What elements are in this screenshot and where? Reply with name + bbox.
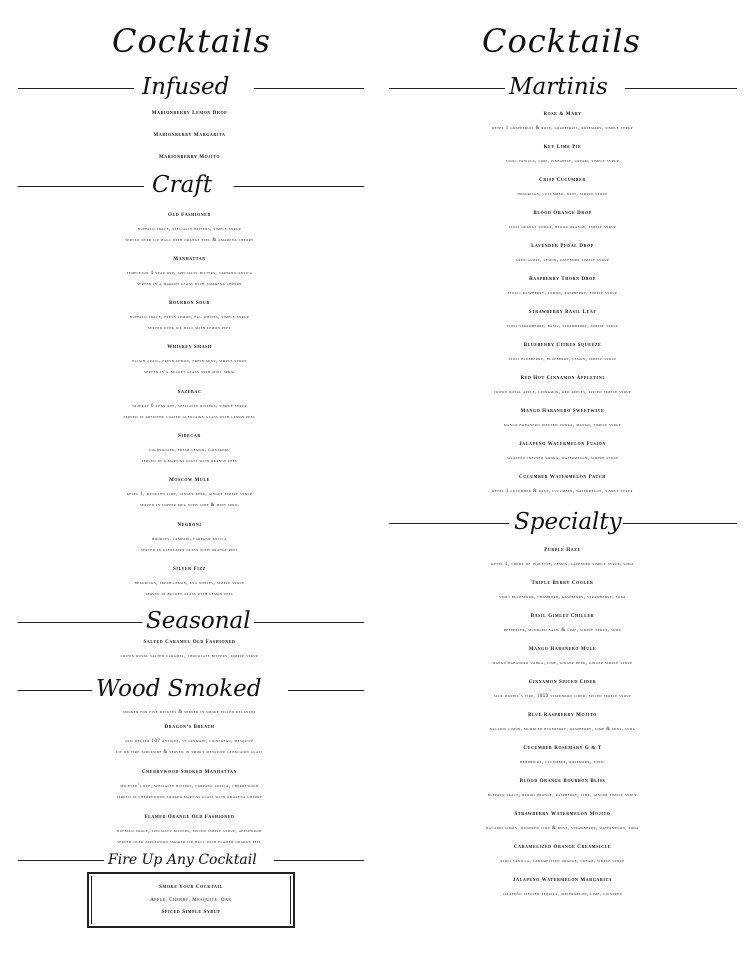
- item-name: Blue Raspberry Mojito: [528, 713, 597, 718]
- item-serving: served in a martini glass with orange peel: [141, 459, 238, 464]
- menu-item: [2, 385, 377, 423]
- menu-item: [2, 296, 377, 334]
- item-name: Marionberry Lemon Drop: [151, 111, 228, 116]
- section-label-craft: Craft: [152, 172, 213, 198]
- item-ingredients: ketel 1 grapefruit & rose, grapefruit, rosemary, simple syrup: [492, 126, 633, 131]
- item-serving: served in cherrywood smoked martini glass with amarena cherry: [116, 795, 263, 800]
- menu-item: [375, 272, 750, 299]
- box-syrup: Spiced Simple Syrup: [161, 910, 221, 915]
- item-ingredients: old weller 107 antique, st germain, cointreau, mesquite: [125, 739, 254, 744]
- section-header-seasonal: [2, 608, 377, 636]
- item-name: Whiskey Smash: [167, 345, 212, 350]
- item-ingredients: michter’s rye, specialty bitters, carpano antica, cherrywood: [120, 784, 259, 789]
- section-header-craft: [2, 172, 377, 200]
- item-ingredients: jalapeño infused vodka, watermelon, simple syrup: [506, 456, 619, 461]
- item-ingredients: courvoisier, fresh lemon, cointreau: [149, 448, 230, 453]
- item-ingredients: mango habanero infused vodka, mango, simple syrup: [503, 423, 622, 428]
- item-serving: served over applewood smoked ice ball with flamed orange peel: [117, 840, 262, 845]
- item-ingredients: elijah craig, fresh lemon, fresh mint, simple syrup: [132, 359, 247, 364]
- item-ingredients: mango habanero vodka, lime, ginger beer, ginger simple syrup: [492, 661, 633, 666]
- menu-item: [375, 173, 750, 200]
- section-header-martinis: [375, 74, 750, 102]
- item-name: Jalapeño Watermelon Fusion: [519, 442, 606, 447]
- menu-item: [375, 470, 750, 497]
- wood-smoked-intro: [2, 707, 377, 718]
- item-name: Mango Habanero Sweetwave: [520, 409, 605, 414]
- menu-item: [2, 765, 377, 803]
- menu-item: [375, 437, 750, 464]
- item-ingredients: hendricks, cucumber, rosemary, tonic: [520, 760, 605, 765]
- item-name: Blood Orange Bourbon Bliss: [519, 779, 606, 784]
- item-serving: served in a bucket glass with mint sprig: [144, 370, 235, 375]
- wood-smoked-intro-text: smoked for five minutes & served in smoke filled decanter: [123, 710, 256, 715]
- item-name: Sidecar: [178, 434, 201, 439]
- menu-item: [375, 239, 750, 266]
- menu-item: [375, 873, 750, 900]
- menu-item: [375, 107, 750, 134]
- item-name: Lavender Pedal Drop: [531, 244, 594, 249]
- menu-item: [2, 562, 377, 600]
- menu-item: [2, 720, 377, 758]
- item-serving: lit on fire tableside & served in smoky mesquite glencairn glass: [116, 750, 263, 755]
- item-name: Marionberry Mojito: [158, 155, 221, 160]
- item-name: Raspberry Thorn Drop: [529, 277, 596, 282]
- item-name: Basil Gimlet Chiller: [530, 614, 595, 619]
- item-serving: served in a martini glass with amarena cherry: [137, 282, 242, 287]
- menu-item: [375, 371, 750, 398]
- right-title: Cocktails: [482, 22, 641, 60]
- item-name: Blueberry Citrus Squeeze: [523, 343, 602, 348]
- menu-item: [375, 840, 750, 867]
- right-column: [375, 0, 750, 971]
- menu-item: [2, 635, 377, 662]
- item-name: Old Fashioned: [168, 213, 211, 218]
- item-serving: served over ice ball with lemon peel: [147, 326, 232, 331]
- item-ingredients: jalapeño infused tequila, watermelon, lime, cointreu: [502, 892, 623, 897]
- item-name: Mango Habanero Mule: [528, 647, 597, 652]
- item-ingredients: stoli blueberry, blueberry, lemon, simple syrup: [508, 357, 617, 362]
- menu-item: [375, 305, 750, 332]
- menu-item: [375, 576, 750, 603]
- section-label-infused: Infused: [142, 74, 230, 100]
- smoke-your-cocktail-box: [87, 872, 295, 928]
- item-ingredients: stolli raspberry, lemon, raspberry, simple syrup: [507, 291, 618, 296]
- box-title: Smoke Your Cocktail: [159, 885, 223, 890]
- section-header-wood-smoked: [2, 676, 377, 704]
- menu-item: [375, 807, 750, 834]
- item-name: Bourbon Sour: [168, 301, 210, 306]
- item-ingredients: buffalo trace, blood orange, raspberry, lime, ginger simple syrup: [487, 793, 638, 798]
- item-name: Sazerac: [177, 390, 202, 395]
- item-serving: served in bucket glass with lemon peel: [145, 592, 234, 597]
- item-name: Flamed Orange Old Fashioned: [144, 815, 235, 820]
- item-name: Triple Berry Cooler: [531, 581, 594, 586]
- section-label-martinis: Martinis: [509, 74, 608, 100]
- item-name: Marionberry Margarita: [153, 133, 226, 138]
- item-ingredients: boodles, campari, carpano antica: [152, 537, 227, 542]
- item-name: Purple Haze: [544, 548, 581, 553]
- menu-item: [2, 150, 377, 166]
- section-label-wood-smoked: Wood Smoked: [96, 676, 262, 702]
- item-serving: served over ice ball with orange peel & amarena cherry: [125, 238, 254, 243]
- item-ingredients: stoli orange vodka, blood orange, simple syrup: [508, 225, 617, 230]
- item-name: Strawberry Basil Leaf: [528, 310, 597, 315]
- item-name: Crisp Cucumber: [539, 178, 586, 183]
- item-name: Manhattan: [173, 257, 206, 262]
- section-label-specialty: Specialty: [514, 509, 622, 535]
- menu-item: [375, 338, 750, 365]
- menu-item: [2, 252, 377, 290]
- item-ingredients: bacardi limón, muddled blueberry, raspberry, lime & mint, soda: [489, 727, 636, 732]
- item-ingredients: sazerac 6 year rye, specialty bitters, simple syrup: [132, 404, 247, 409]
- item-name: Jalapeño Watermelon Margarita: [513, 878, 612, 883]
- menu-item: [375, 774, 750, 801]
- item-name: Strawberry Watermelon Mojito: [514, 812, 611, 817]
- left-column: [2, 0, 377, 971]
- section-label-fire-up: Fire Up Any Cocktail: [108, 852, 257, 868]
- item-ingredients: crown royal apple, cinnamon, red apples, spiced simple syrup: [493, 390, 632, 395]
- item-ingredients: buffalo trace, specialty bitters, spiced simple syrup, applewood: [117, 829, 262, 834]
- item-ingredients: stoli blueberry, chambord, raspberry, strawberry, soda: [499, 595, 626, 600]
- item-name: Caramelized Orange Creamsicle: [513, 845, 612, 850]
- menu-item: [375, 642, 750, 669]
- item-ingredients: hendricks, fresh lemon, egg whites, simple syrup: [134, 581, 245, 586]
- menu-item: [375, 675, 750, 702]
- menu-item: [2, 106, 377, 122]
- item-ingredients: buffalo trace, specialty bitters, simple syrup: [137, 227, 242, 232]
- item-ingredients: ketel 1, muddled lime, ginger beer, ginger simple syrup: [126, 492, 253, 497]
- item-name: Dragon’s Breath: [164, 725, 215, 730]
- item-name: Cinnamon Spiced Cider: [528, 680, 597, 685]
- item-ingredients: beefeater, muddled basil & lime, simple syrup, soda: [503, 628, 622, 633]
- item-ingredients: templeton 4 year rye, specialty bitters, carpano antica: [126, 271, 253, 276]
- menu-item: [2, 518, 377, 556]
- item-name: Rose & Mary: [543, 112, 582, 117]
- menu-item: [375, 708, 750, 735]
- section-header-specialty: [375, 509, 750, 537]
- menu-item: [375, 543, 750, 570]
- item-name: Cucumber Rosemary G & T: [523, 746, 602, 751]
- item-serving: served in absinthe coated glencairn glass with lemon peel: [123, 415, 256, 420]
- section-label-seasonal: Seasonal: [146, 608, 251, 634]
- section-header-fire-up: [2, 850, 377, 870]
- menu-item: [2, 128, 377, 144]
- menu-item: [375, 206, 750, 233]
- left-title: Cocktails: [112, 22, 271, 60]
- item-serving: served in copper mug with lime & mint sprig: [139, 503, 240, 508]
- item-ingredients: hendricks, cucumber, mint, simple syrup: [517, 192, 608, 197]
- item-ingredients: stoli vanilla, caramelized orange, cream, simple syrup: [500, 859, 625, 864]
- item-name: Salted Caramel Old Fashioned: [143, 640, 236, 645]
- menu-item: [375, 404, 750, 431]
- menu-item: [2, 473, 377, 511]
- item-ingredients: jack daniel’s fire, 1859 statehood cider, spiced simple syrup: [493, 694, 632, 699]
- menu-item: [2, 429, 377, 467]
- menu-item: [2, 810, 377, 848]
- menu-item: [2, 340, 377, 378]
- item-ingredients: buffalo trace, fresh lemon, egg whites, simple syrup: [129, 315, 250, 320]
- menu-item: [375, 140, 750, 167]
- menu-item: [375, 741, 750, 768]
- item-serving: served in glencairn glass with orange peel: [140, 548, 239, 553]
- item-ingredients: bacardi limón, muddled lime & mint, strawberry, watermelon, soda: [486, 826, 639, 831]
- menu-item: [375, 609, 750, 636]
- item-ingredients: grey goose, lemon, lavender simple syrup: [515, 258, 610, 263]
- item-ingredients: ketel 1 cucumber & mint, cucumber, watermelon, simple syrup: [492, 489, 633, 494]
- item-ingredients: stoli strawberry, basil, strawberry, simple syrup: [506, 324, 619, 329]
- section-header-infused: [2, 74, 377, 102]
- item-name: Cherrywood Smoked Manhattan: [141, 770, 238, 775]
- item-name: Cucumber Watermelon Patch: [519, 475, 606, 480]
- item-name: Red Hot Cinnamon Appletini: [520, 376, 605, 381]
- item-ingredients: ketel 1, crème de violette, lemon, lavender simple syrup, soda: [491, 562, 634, 567]
- menu-item: [2, 208, 377, 246]
- item-name: Negroni: [177, 523, 202, 528]
- item-name: Silver Fizz: [173, 567, 206, 572]
- box-woods: Apple, Cherry, Mesquite, Oak: [150, 898, 232, 903]
- item-name: Moscow Mule: [169, 478, 210, 483]
- item-ingredients: crown royal salted caramel, chocolate bitters, simple syrup: [120, 654, 259, 659]
- item-ingredients: stoli vanilla, lime, pineapple, cream, simple syrup: [505, 159, 620, 164]
- item-name: Blood Orange Drop: [533, 211, 592, 216]
- item-name: Key Lime Pie: [543, 145, 582, 150]
